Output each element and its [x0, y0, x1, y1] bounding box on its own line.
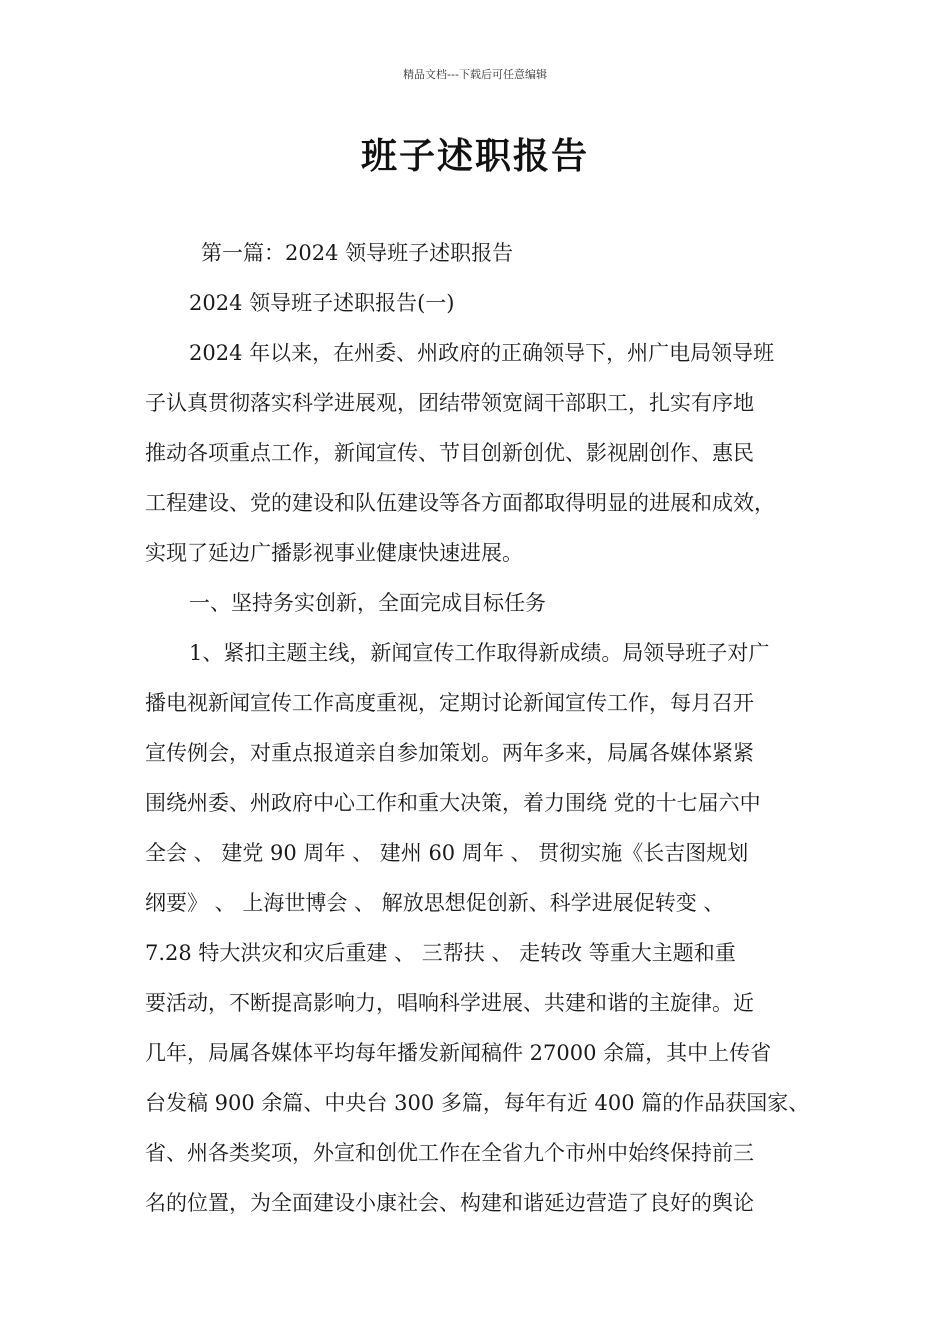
text-line: 台发稿 900 余篇、中央台 300 多篇，每年有近 400 篇的作品获国家、: [145, 1091, 810, 1115]
text-line: 一、坚持务实创新，全面完成目标任务: [189, 591, 546, 615]
text-line: 子认真贯彻落实科学进展观，团结带领宽阔干部职工，扎实有序地: [145, 391, 754, 415]
text-line: 宣传例会，对重点报道亲自参加策划。两年多来，局属各媒体紧紧: [145, 741, 754, 765]
text-line: 1、紧扣主题主线，新闻宣传工作取得新成绩。局领导班子对广: [189, 641, 770, 665]
text-line: 几年，局属各媒体平均每年播发新闻稿件 27000 余篇，其中上传省: [145, 1041, 772, 1065]
text-line: 第一篇：2024 领导班子述职报告: [201, 241, 514, 265]
text-line: 纲要》 、 上海世博会 、 解放思想促创新、科学进展促转变 、: [145, 891, 725, 915]
text-line: 实现了延边广播影视事业健康快速进展。: [145, 541, 523, 565]
text-line: 2024 领导班子述职报告(一): [189, 291, 455, 315]
text-line: 围绕州委、州政府中心工作和重大决策，着力围绕 党的十七届六中: [145, 791, 761, 815]
text-line: 7.28 特大洪灾和灾后重建 、 三帮扶 、 走转改 等重大主题和重: [145, 941, 736, 965]
text-line: 名的位置，为全面建设小康社会、构建和谐延边营造了良好的舆论: [145, 1191, 754, 1215]
document-title: 班子述职报告: [360, 136, 589, 177]
text-line: 要活动，不断提高影响力，唱响科学进展、共建和谐的主旋律。近: [145, 991, 754, 1015]
text-line: 全会 、 建党 90 周年 、 建州 60 周年 、 贯彻实施《长吉图规划: [145, 841, 749, 865]
text-line: 工程建设、党的建设和队伍建设等各方面都取得明显的进展和成效，: [145, 491, 775, 515]
text-line: 2024 年以来，在州委、州政府的正确领导下，州广电局领导班: [189, 341, 775, 365]
text-line: 推动各项重点工作，新闻宣传、节目创新创优、影视剧创作、惠民: [145, 441, 754, 465]
document-body: [145, 228, 825, 1228]
text-line: 播电视新闻宣传工作高度重视，定期讨论新闻宣传工作，每月召开: [145, 691, 754, 715]
text-line: 省、州各类奖项，外宣和创优工作在全省九个市州中始终保持前三: [145, 1141, 754, 1165]
header-note: 精品文档---下载后可任意编辑: [403, 68, 547, 81]
